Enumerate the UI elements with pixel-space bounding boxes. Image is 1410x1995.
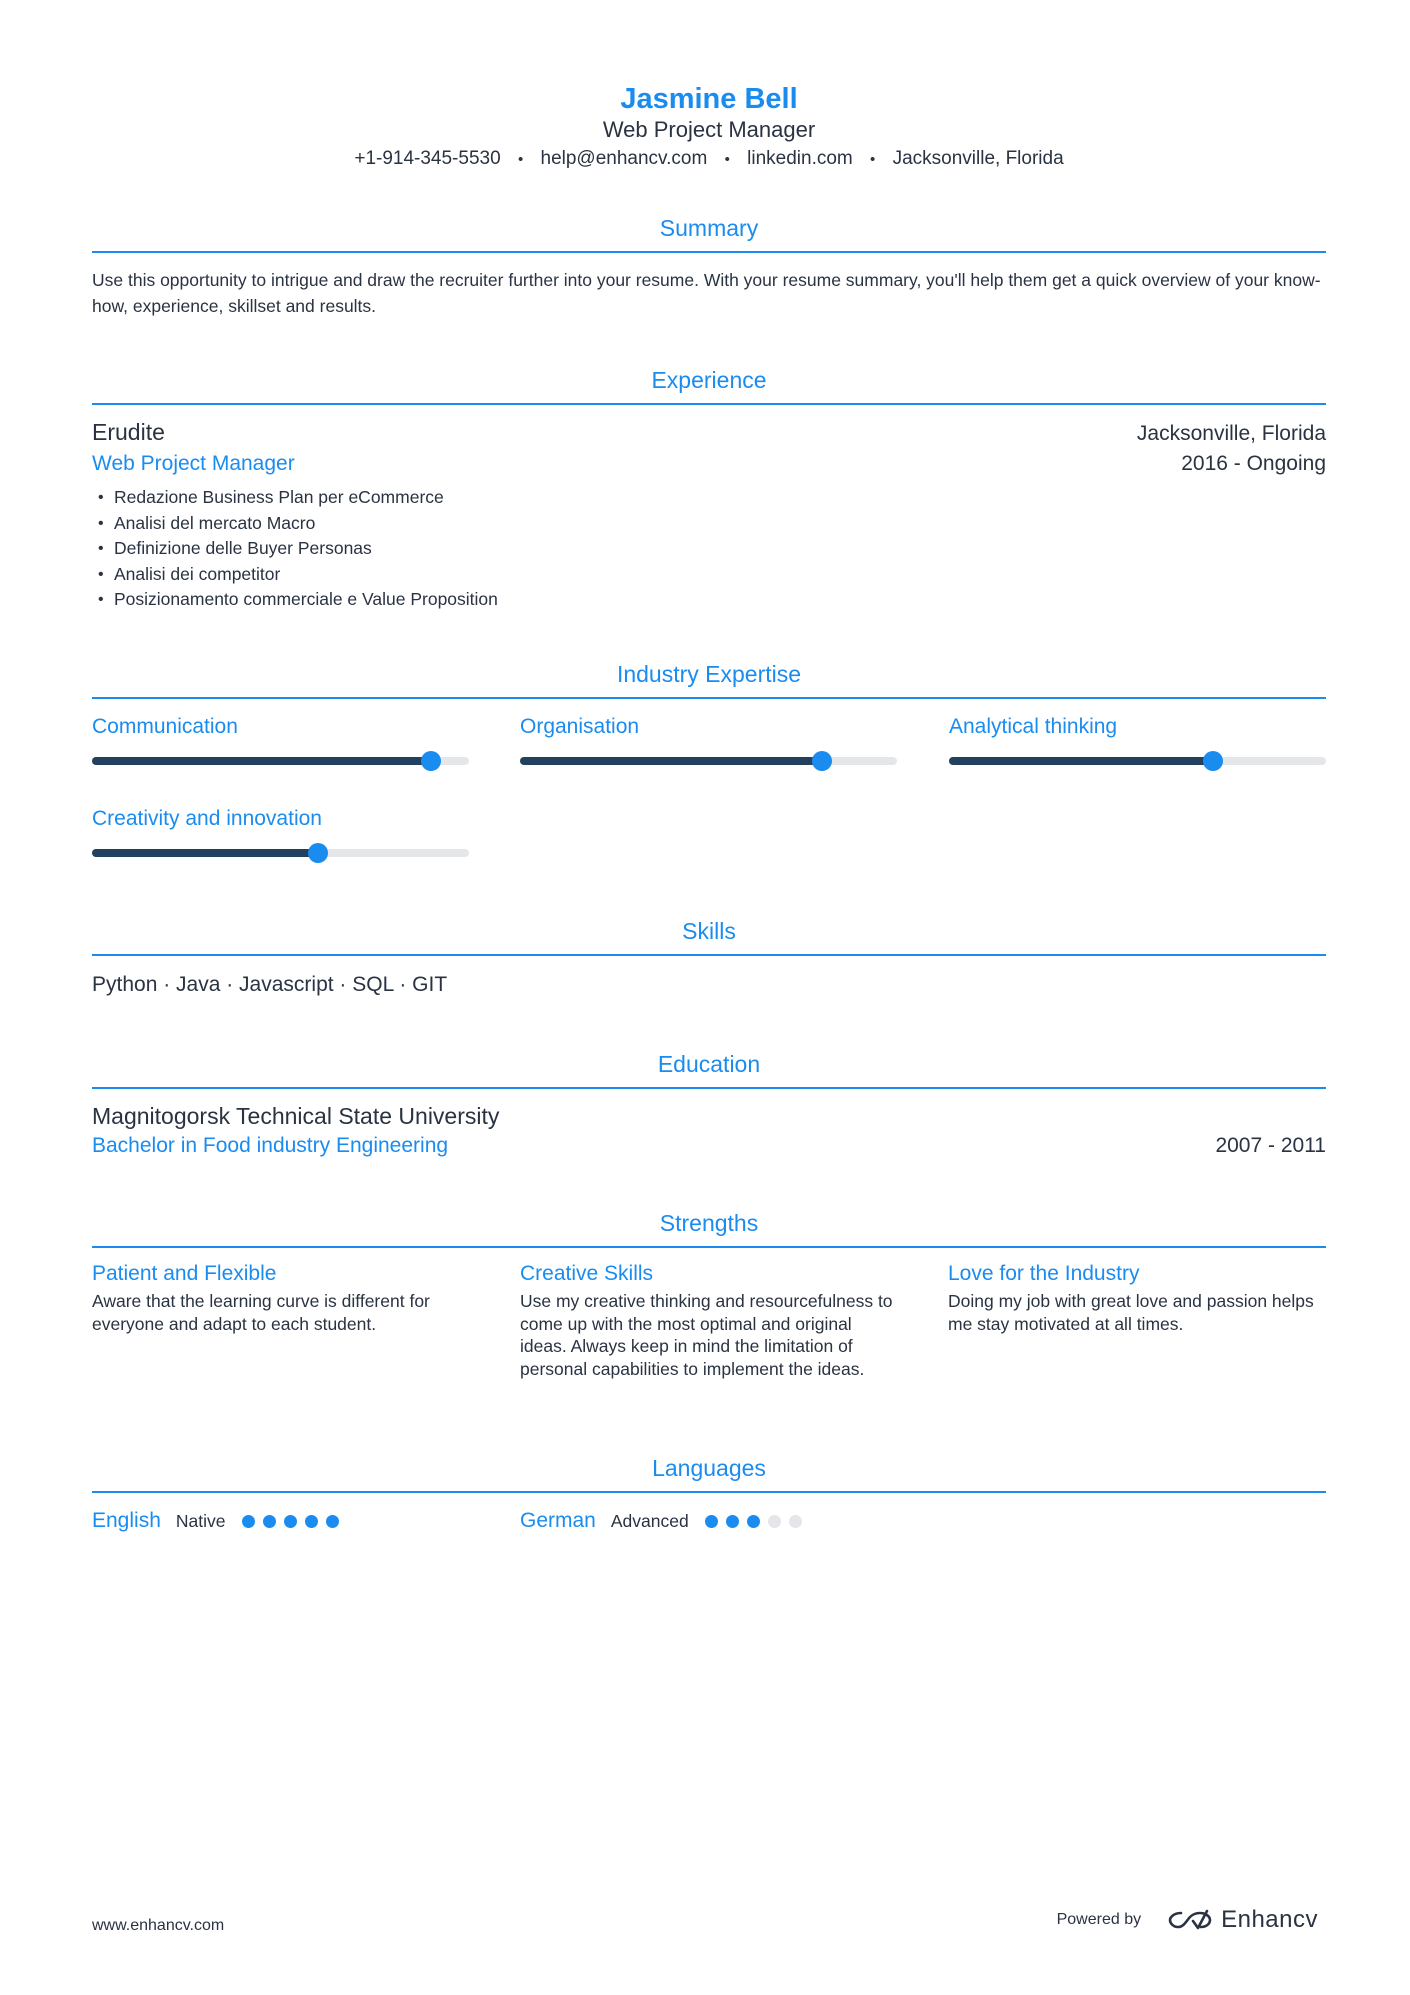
strength-desc: Doing my job with great love and passion helps me stay motivated at all times.: [948, 1291, 1314, 1334]
enhancv-logo[interactable]: [1167, 1906, 1318, 1934]
expertise-fill: [949, 757, 1213, 765]
expertise-label: Analytical thinking: [949, 715, 1118, 738]
list-item: • Redazione Business Plan per eCommerce: [92, 485, 1326, 511]
expertise-fill: [92, 757, 431, 765]
list-item: • Definizione delle Buyer Personas: [92, 536, 1326, 562]
education-section: [92, 1050, 1326, 1161]
language-dots: [242, 1515, 347, 1528]
expertise-knob: [812, 751, 832, 771]
enhancv-logo-text: Enhancv: [1221, 1906, 1318, 1933]
languages-section: [92, 1454, 1326, 1535]
language-name: English: [92, 1509, 161, 1532]
language-dot-filled: [705, 1515, 718, 1528]
expertise-item: [949, 713, 1326, 765]
job-dates: 2016 - Ongoing: [1181, 452, 1326, 475]
language-dot-empty: [768, 1515, 781, 1528]
job-location: Jacksonville, Florida: [1136, 422, 1326, 445]
language-item: [92, 1507, 520, 1535]
language-dot-filled: [305, 1515, 318, 1528]
language-dot-filled: [747, 1515, 760, 1528]
language-dot-filled: [263, 1515, 276, 1528]
expertise-fill: [92, 849, 318, 857]
language-dot-empty: [789, 1515, 802, 1528]
contact-line: [92, 146, 1326, 173]
expertise-bars: [92, 713, 1326, 883]
language-dot-filled: [726, 1515, 739, 1528]
education-dates: 2007 - 2011: [1215, 1134, 1326, 1157]
strength-item: [92, 1260, 520, 1380]
job-role: Web Project Manager: [92, 452, 295, 475]
strength-desc: Use my creative thinking and resourcefulness to come up with the most optimal and original ideas. Always keep in mind the limitation of personal capabilities to implement the ideas.: [520, 1291, 893, 1379]
language-level: Native: [175, 1510, 226, 1531]
expertise-track: [92, 849, 469, 857]
section-heading: Summary: [92, 214, 1326, 253]
section-heading: Industry Expertise: [92, 660, 1326, 699]
email-link[interactable]: help@enhancv.com: [540, 148, 708, 169]
strengths-grid: [92, 1260, 1326, 1380]
separator-dot: •: [724, 151, 730, 168]
candidate-title: Web Project Manager: [602, 117, 816, 142]
powered-by-label: Powered by: [1056, 1911, 1142, 1928]
separator-dot: •: [517, 151, 524, 168]
linkedin-link[interactable]: linkedin.com: [747, 148, 853, 169]
strength-desc: Aware that the learning curve is different for everyone and adapt to each student.: [92, 1291, 430, 1334]
expertise-label: Organisation: [520, 715, 640, 738]
language-dot-filled: [326, 1515, 339, 1528]
experience-section: [92, 366, 1326, 613]
resume-header: [92, 0, 1326, 173]
section-heading: Strengths: [92, 1209, 1326, 1248]
list-item: • Analisi del mercato Macro: [92, 511, 1326, 537]
language-name: German: [520, 1509, 596, 1532]
separator-dot: •: [870, 151, 876, 168]
resume-page: [92, 0, 1326, 1995]
school-name: Magnitogorsk Technical State University: [92, 1103, 500, 1129]
expertise-track: [949, 757, 1326, 765]
language-dot-filled: [284, 1515, 297, 1528]
language-item: [520, 1507, 948, 1535]
skills-list: Python · Java · Javascript · SQL · GIT: [92, 973, 448, 996]
list-item: • Analisi dei competitor: [92, 562, 1326, 588]
section-heading: Skills: [92, 917, 1326, 956]
experience-entry: [92, 417, 1326, 613]
degree: Bachelor in Food industry Engineering: [92, 1134, 449, 1157]
phone: +1-914-345-5530: [354, 148, 501, 169]
expertise-item: [92, 713, 469, 765]
candidate-name: Jasmine Bell: [620, 83, 798, 115]
languages-list: [92, 1507, 1326, 1535]
expertise-item: [520, 713, 897, 765]
location: Jacksonville, Florida: [892, 148, 1064, 169]
language-level: Advanced: [610, 1510, 689, 1531]
expertise-knob: [1203, 751, 1223, 771]
expertise-track: [92, 757, 469, 765]
skills-section: [92, 917, 1326, 1000]
expertise-label: Creativity and innovation: [92, 807, 322, 830]
strengths-section: [92, 1209, 1326, 1380]
strength-title: Love for the Industry: [948, 1262, 1140, 1285]
expertise-label: Communication: [92, 715, 238, 738]
company-name: Erudite: [92, 419, 165, 445]
language-dots: [705, 1515, 810, 1528]
strength-title: Creative Skills: [520, 1262, 654, 1285]
summary-section: [92, 214, 1326, 319]
strength-item: [520, 1260, 948, 1380]
expertise-knob: [421, 751, 441, 771]
job-bullets: [92, 485, 1326, 613]
summary-text: Use this opportunity to intrigue and draw the recruiter further into your resume. With your resume summary, you'll help them get a quick overview of your know-how, experience, skillset and results.: [92, 270, 1321, 316]
section-heading: Languages: [92, 1454, 1326, 1493]
expertise-fill: [520, 757, 822, 765]
expertise-knob: [308, 843, 328, 863]
expertise-section: [92, 660, 1326, 883]
footer-branding: [1057, 1906, 1318, 1934]
expertise-item: [92, 805, 469, 857]
language-dot-filled: [242, 1515, 255, 1528]
list-item: • Posizionamento commerciale e Value Proposition: [92, 587, 1326, 613]
section-heading: Education: [92, 1050, 1326, 1089]
footer-website[interactable]: www.enhancv.com: [92, 1917, 225, 1934]
strength-item: [948, 1260, 1326, 1380]
section-heading: Experience: [92, 366, 1326, 405]
strength-title: Patient and Flexible: [92, 1262, 277, 1285]
enhancv-logo-icon: [1167, 1907, 1213, 1933]
expertise-track: [520, 757, 897, 765]
